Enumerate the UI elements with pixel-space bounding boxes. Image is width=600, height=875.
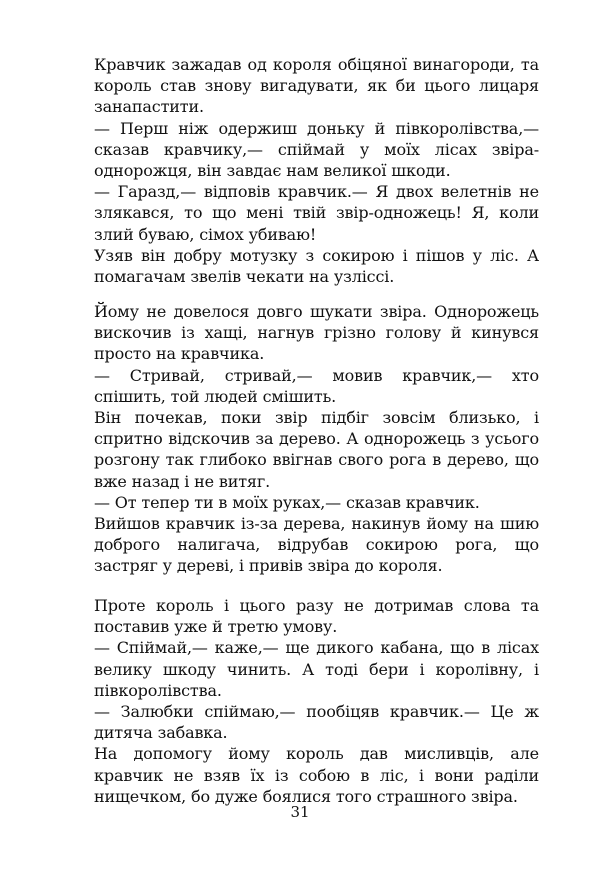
paragraph: — Перш ніж одержиш доньку й півкоролівства,— сказав кравчику,— спіймай у моїх лісах звіра-однорожця, він завдає нам великої шкоди. xyxy=(94,118,539,181)
paragraph: — Стривай, стривай,— мовив кравчик,— хто спішить, той людей смішить. xyxy=(94,365,539,406)
text-section-1 xyxy=(94,54,539,287)
paragraph: Проте король і цього разу не дотримав слова та поставив уже й третю умову. xyxy=(94,596,539,637)
paragraph: — Спіймай,— каже,— ще дикого кабана, що в лісах велику шкоду чинить. А тоді бери і королівну, і півкоролівства. xyxy=(94,638,539,700)
paragraph: Йому не довелося довго шукати звіра. Однорожець вискочив із хащі, нагнув грізно голову й кинувся просто на кравчика. xyxy=(94,302,539,364)
page-number: 31 xyxy=(290,803,310,821)
paragraph: Узяв він добру мотузку з сокирою і пішов у ліс. А помагачам звелів чекати на узліссі. xyxy=(94,245,539,287)
paragraph: Він почекав, поки звір підбіг зовсім близько, і спритно відскочив за дерево. А однорожець з усього розгону так глибоко ввігнав свого рога в дерево, що вже назад і не витяг. xyxy=(94,408,539,491)
paragraph: — От тепер ти в моїх руках,— сказав кравчик. xyxy=(94,492,480,512)
text-section-3 xyxy=(94,595,539,807)
paragraph: Вийшов кравчик із-за дерева, накинув йому на шию доброго налигача, відрубав сокирою рога, що застряг у дереві, і привів звіра до короля. xyxy=(94,514,539,576)
paragraph: — Залюбки спіймаю,— пообіцяв кравчик.— Це ж дитяча забавка. xyxy=(94,702,539,743)
paragraph: — Гаразд,— відповів кравчик.— Я двох велетнів не злякався, то що мені твій звір-одножець! Я, коли злий буваю, сімох убиваю! xyxy=(94,182,539,244)
paragraph: Кравчик зажадав од короля обіцяної винагороди, та король став знову вигадувати, як би цього лицаря занапастити. xyxy=(94,55,539,117)
paragraph: На допомогу йому король дав мисливців, але кравчик не взяв їх із собою в ліс, і вони раділи нищечком, бо дуже боялися того страшного звіра. xyxy=(94,744,539,806)
text-section-2 xyxy=(94,301,539,577)
